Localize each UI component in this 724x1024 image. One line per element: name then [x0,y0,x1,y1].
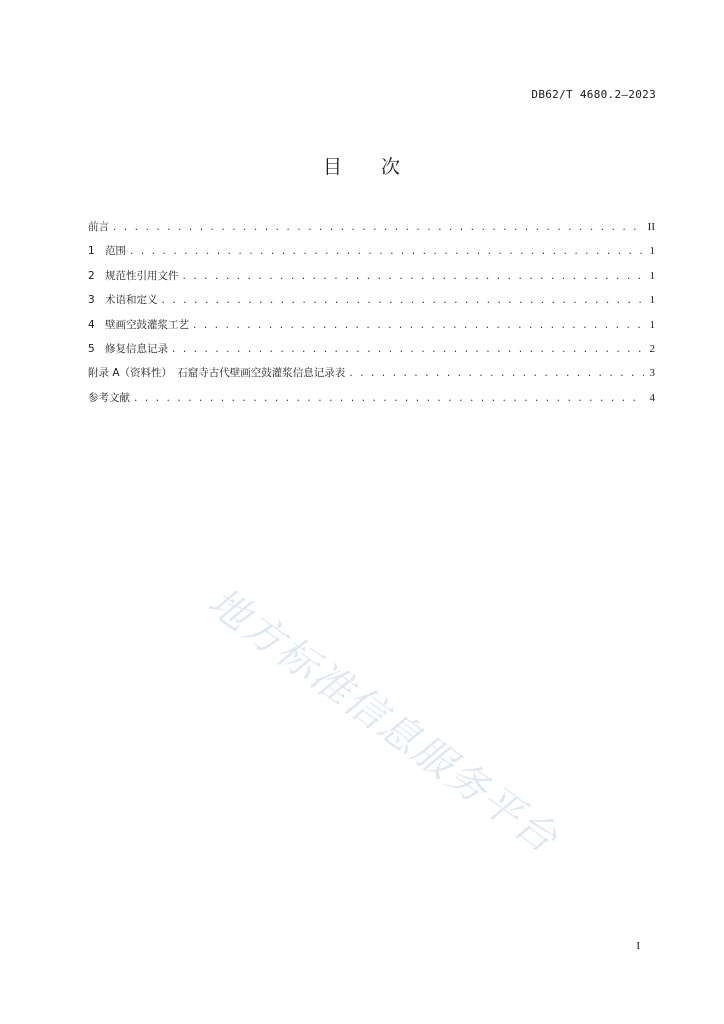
toc-entry-text: 壁画空鼓灌浆工艺 [105,318,189,331]
toc-entry-number: 5 [88,342,95,355]
toc-entry-label: 参考文献 [88,391,130,404]
toc-dot-leader [348,366,644,383]
toc-entry-text: 规范性引用文件 [105,269,179,282]
toc-entry-page: 1 [649,245,655,258]
toc-dot-leader [133,391,644,408]
toc-entry-page: II [647,221,655,233]
toc-entry-page: 4 [649,391,655,404]
document-code: DB62/T 4680.2—2023 [531,88,656,101]
toc-entry-number: 2 [88,269,95,282]
toc-entry-page: 1 [649,294,655,307]
toc-entry-number: 1 [88,245,95,258]
toc-dot-leader [129,244,644,261]
toc-dot-leader [192,318,644,335]
toc-entry-foreword[interactable] [88,219,655,243]
toc-entry-bibliography[interactable] [88,390,655,414]
toc-entry-appendix-a[interactable] [88,365,655,389]
toc-title-char-1: 目 [322,156,343,178]
toc-title [0,152,724,179]
page-number: I [636,940,640,952]
toc-entry-text: 术语和定义 [105,294,158,307]
toc-dot-leader [182,269,645,286]
toc-entry-label [88,268,179,285]
toc-entry-label: 附录 A（资料性） 石窟寺古代壁画空鼓灌浆信息记录表 [88,367,346,380]
toc-entry-label [88,341,168,358]
toc-entry-grouting-process[interactable] [88,317,655,341]
toc-dot-leader [112,220,644,237]
toc-dot-leader [171,342,644,359]
toc-dot-leader [161,293,645,310]
toc-entry-normative-references[interactable] [88,268,655,292]
toc-entry-text: 范围 [105,245,126,258]
toc-entry-page: 1 [649,318,655,331]
toc-entry-label: 前言 [88,221,109,233]
toc-entry-page: 2 [649,342,655,355]
toc-entry-label [88,317,189,334]
toc-entry-text: 修复信息记录 [105,342,168,355]
toc-entry-scope[interactable] [88,243,655,267]
watermark-text: 地方标准信息服务平台 [199,578,567,863]
toc-title-char-2: 次 [381,156,402,178]
toc-entry-page: 1 [649,269,655,282]
toc-entry-terms-definitions[interactable] [88,292,655,316]
toc-entry-label [88,292,158,309]
toc-entry-repair-records[interactable] [88,341,655,365]
toc-list [88,219,655,414]
toc-entry-number: 4 [88,318,95,331]
toc-entry-page: 3 [649,367,655,380]
toc-entry-number: 3 [88,294,95,307]
toc-entry-label [88,243,126,260]
